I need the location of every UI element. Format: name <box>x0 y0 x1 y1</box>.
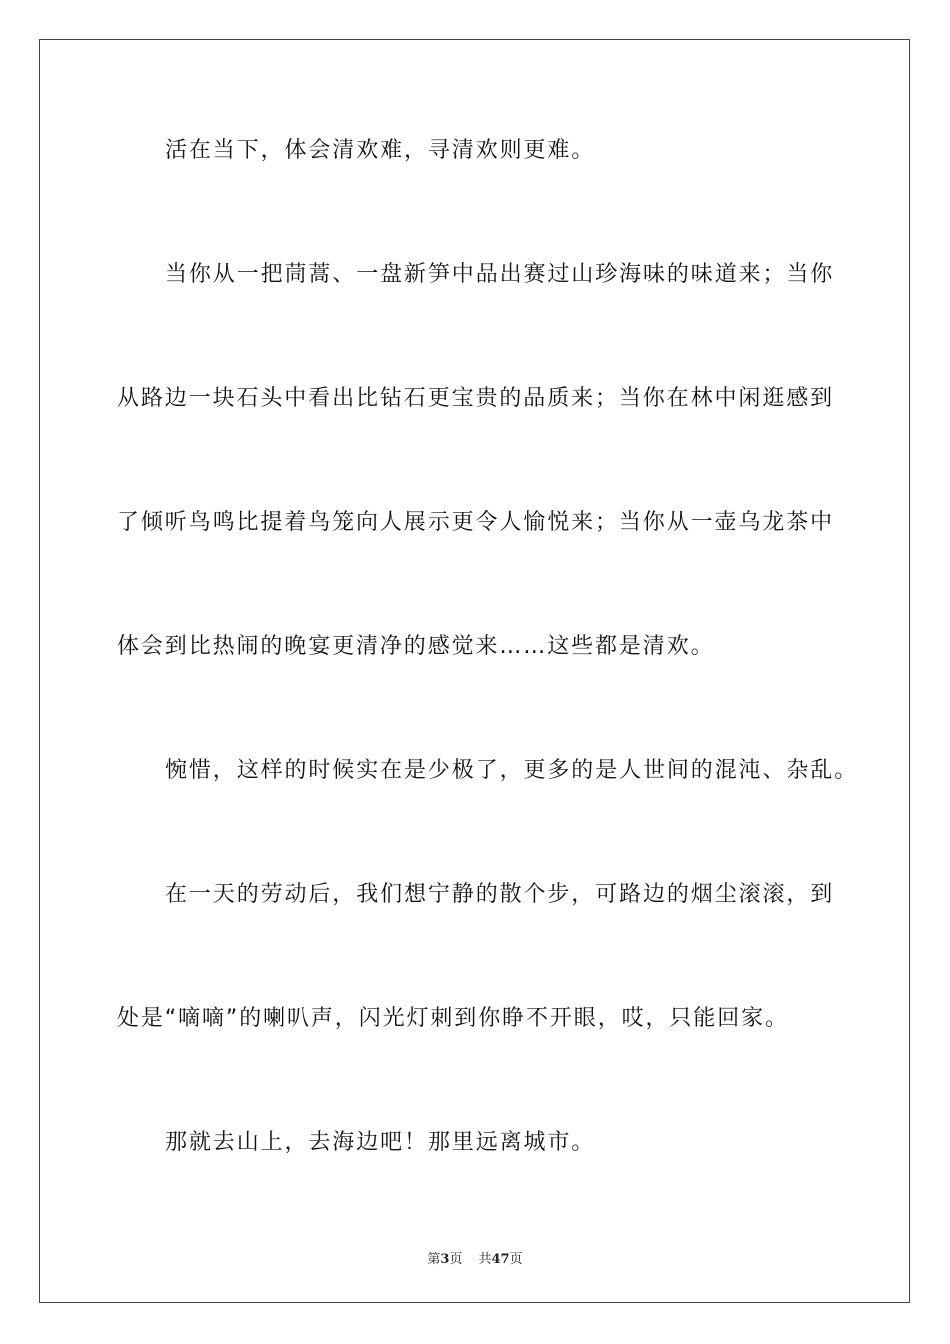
text-line-2: 当你从一把茼蒿、一盘新笋中品出赛过山珍海味的味道来；当你 <box>165 262 835 287</box>
text-line-5: 体会到比热闹的晚宴更清净的感觉来……这些都是清欢。 <box>117 634 715 659</box>
text-line-7: 在一天的劳动后，我们想宁静的散个步，可路边的烟尘滚滚，到 <box>165 882 835 907</box>
text-line-6: 惋惜，这样的时候实在是少极了，更多的是人世间的混沌、杂乱。 <box>165 758 859 783</box>
total-pages: 47 <box>491 1252 510 1267</box>
page-number: 3 <box>440 1252 450 1267</box>
total-suffix: 页 <box>509 1252 523 1267</box>
total-prefix: 共 <box>478 1252 492 1267</box>
text-line-3: 从路边一块石头中看出比钻石更宝贵的品质来；当你在林中闲逛感到 <box>117 386 835 411</box>
page-frame <box>39 39 910 1303</box>
page-prefix: 第 <box>427 1252 441 1267</box>
page-footer <box>0 1248 950 1267</box>
text-line-8: 处是“嘀嘀”的喇叭声，闪光灯刺到你睁不开眼，哎，只能回家。 <box>117 1006 789 1031</box>
text-line-4: 了倾听鸟鸣比提着鸟笼向人展示更令人愉悦来；当你从一壶乌龙茶中 <box>117 510 835 535</box>
page-suffix: 页 <box>449 1252 463 1267</box>
text-line-1: 活在当下，体会清欢难，寻清欢则更难。 <box>165 138 596 163</box>
text-line-9: 那就去山上，去海边吧！那里远离城市。 <box>165 1130 596 1155</box>
